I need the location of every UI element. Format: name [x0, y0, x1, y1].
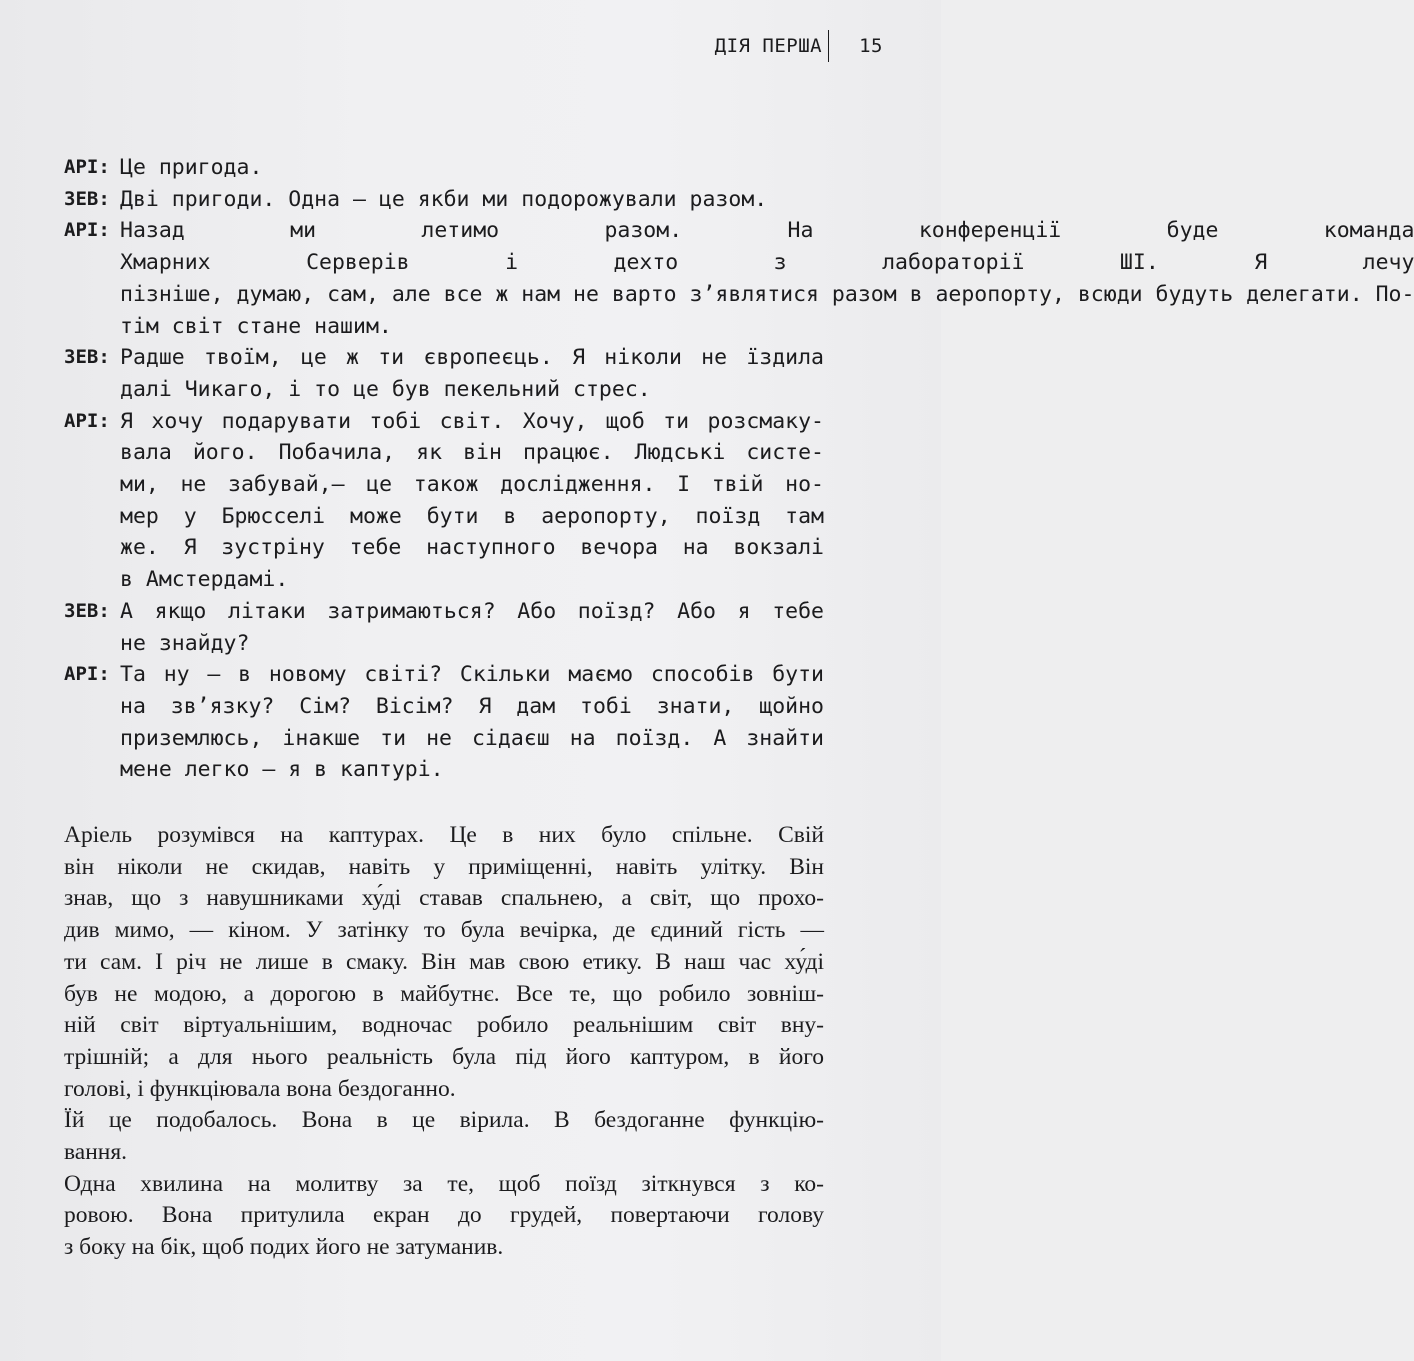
text-line: ній світ віртуальнішим, водночас робило реальнішим світ вну- — [64, 1012, 824, 1039]
text-line: Дві пригоди. Одна — це якби ми подорожували разом. — [120, 186, 768, 212]
text-line: вання. — [64, 1139, 128, 1166]
text-line: Це пригода. — [120, 155, 263, 180]
running-head — [715, 30, 883, 62]
text-line: на зв’язку? Сім? Вісім? Я дам тобі знати, щойно — [120, 693, 824, 719]
text-line: ми, не забувай,— це також дослідження. І твій но- — [120, 472, 824, 498]
paragraph — [64, 820, 824, 1105]
text-line: Одна хвилина на молитву за те, щоб поїзд зіткнувся з ко- — [64, 1170, 824, 1197]
text-line: мер у Брюсселі може бути в аеропорту, поїзд там — [120, 503, 824, 529]
text-line: голові, і функціювала вона бездоганно. — [64, 1075, 456, 1102]
text-line: А якщо літаки затримаються? Або поїзд? Або я тебе — [120, 598, 824, 624]
utterance — [120, 152, 824, 184]
text-line: ти сам. І річ не лише в смаку. Він мав свою етику. В наш час ху́ді — [64, 948, 824, 975]
text-line: з боку на бік, щоб подих його не затуманив. — [64, 1234, 504, 1261]
text-line: Аріель розумівся на каптурах. Це в них було спільне. Свій — [64, 822, 824, 848]
dialogue-line — [64, 152, 824, 184]
text-line: же. Я зустріну тебе наступного вечора на вокзалі — [120, 535, 824, 561]
text-line: мене легко — я в каптурі. — [120, 757, 444, 783]
text-line: далі Чикаго, і то це був пекельний стрес. — [120, 376, 651, 402]
dialogue-line — [64, 596, 824, 659]
text-line: Я хочу подарувати тобі світ. Хочу, щоб ти розсмаку- — [120, 408, 824, 434]
paragraph — [64, 1105, 824, 1168]
text-line: ровою. Вона притулила екран до грудей, повертаючи голову — [64, 1202, 824, 1229]
utterance — [120, 215, 1414, 342]
utterance — [120, 184, 824, 216]
text-line: пізніше, думаю, сам, але все ж нам не варто з’являтися разом в аеропорту, всюди будуть делегати. По- — [120, 281, 1414, 307]
dialogue-line — [64, 184, 824, 216]
text-line: вала його. Побачила, як він працює. Людські систе- — [120, 440, 824, 466]
text-line: Радше твоїм, це ж ти європеєць. Я ніколи не їздила — [120, 345, 824, 371]
speaker-name: ЗЕВ: — [64, 187, 110, 210]
text-line: в Амстердамі. — [120, 567, 289, 593]
speaker-name: ЗЕВ: — [64, 599, 110, 622]
text-line: Їй це подобалось. Вона в це вірила. В бездоганне функцію- — [64, 1107, 824, 1134]
section-title: ДІЯ ПЕРША — [715, 30, 829, 62]
dialogue-block — [64, 152, 1414, 786]
speaker-name: АРІ: — [64, 156, 110, 178]
dialogue-line — [64, 215, 1414, 342]
utterance — [120, 342, 824, 405]
text-line: Назад ми летимо разом. На конференції буде команда — [120, 218, 1414, 244]
utterance — [120, 596, 824, 659]
speaker-name: АРІ: — [64, 409, 110, 432]
utterance — [120, 659, 824, 786]
text-line: знав, що з навушниками ху́ді ставав спальнею, а світ, що прохо- — [64, 885, 824, 912]
text-line: Та ну — в новому світі? Скільки маємо способів бути — [120, 662, 824, 688]
text-line: був не модою, а дорогою в майбутнє. Все те, що робило зовніш- — [64, 980, 824, 1007]
prose-block — [64, 820, 824, 1264]
page-number: 15 — [859, 35, 883, 57]
dialogue-line — [64, 342, 824, 405]
text-line: тім світ стане нашим. — [120, 313, 392, 339]
text-line: трішній; а для нього реальність була під його каптуром, в його — [64, 1043, 824, 1070]
text-line: не знайду? — [120, 630, 250, 656]
speaker-name: АРІ: — [64, 663, 110, 686]
dialogue-line — [64, 659, 824, 786]
text-line: він ніколи не скидав, навіть у приміщенні, навіть улітку. Він — [64, 853, 824, 880]
text-line: приземлюсь, інакше ти не сідаєш на поїзд. А знайти — [120, 725, 824, 751]
text-line: Хмарних Серверів і дехто з лабораторії ШІ. Я лечу — [120, 250, 1414, 276]
paragraph — [64, 1169, 824, 1264]
text-line: див мимо, — кіном. У затінку то була вечірка, де єдиний гість — — [64, 917, 824, 944]
speaker-name: АРІ: — [64, 219, 110, 242]
utterance — [120, 406, 824, 596]
dialogue-line — [64, 406, 824, 596]
speaker-name: ЗЕВ: — [64, 346, 110, 369]
